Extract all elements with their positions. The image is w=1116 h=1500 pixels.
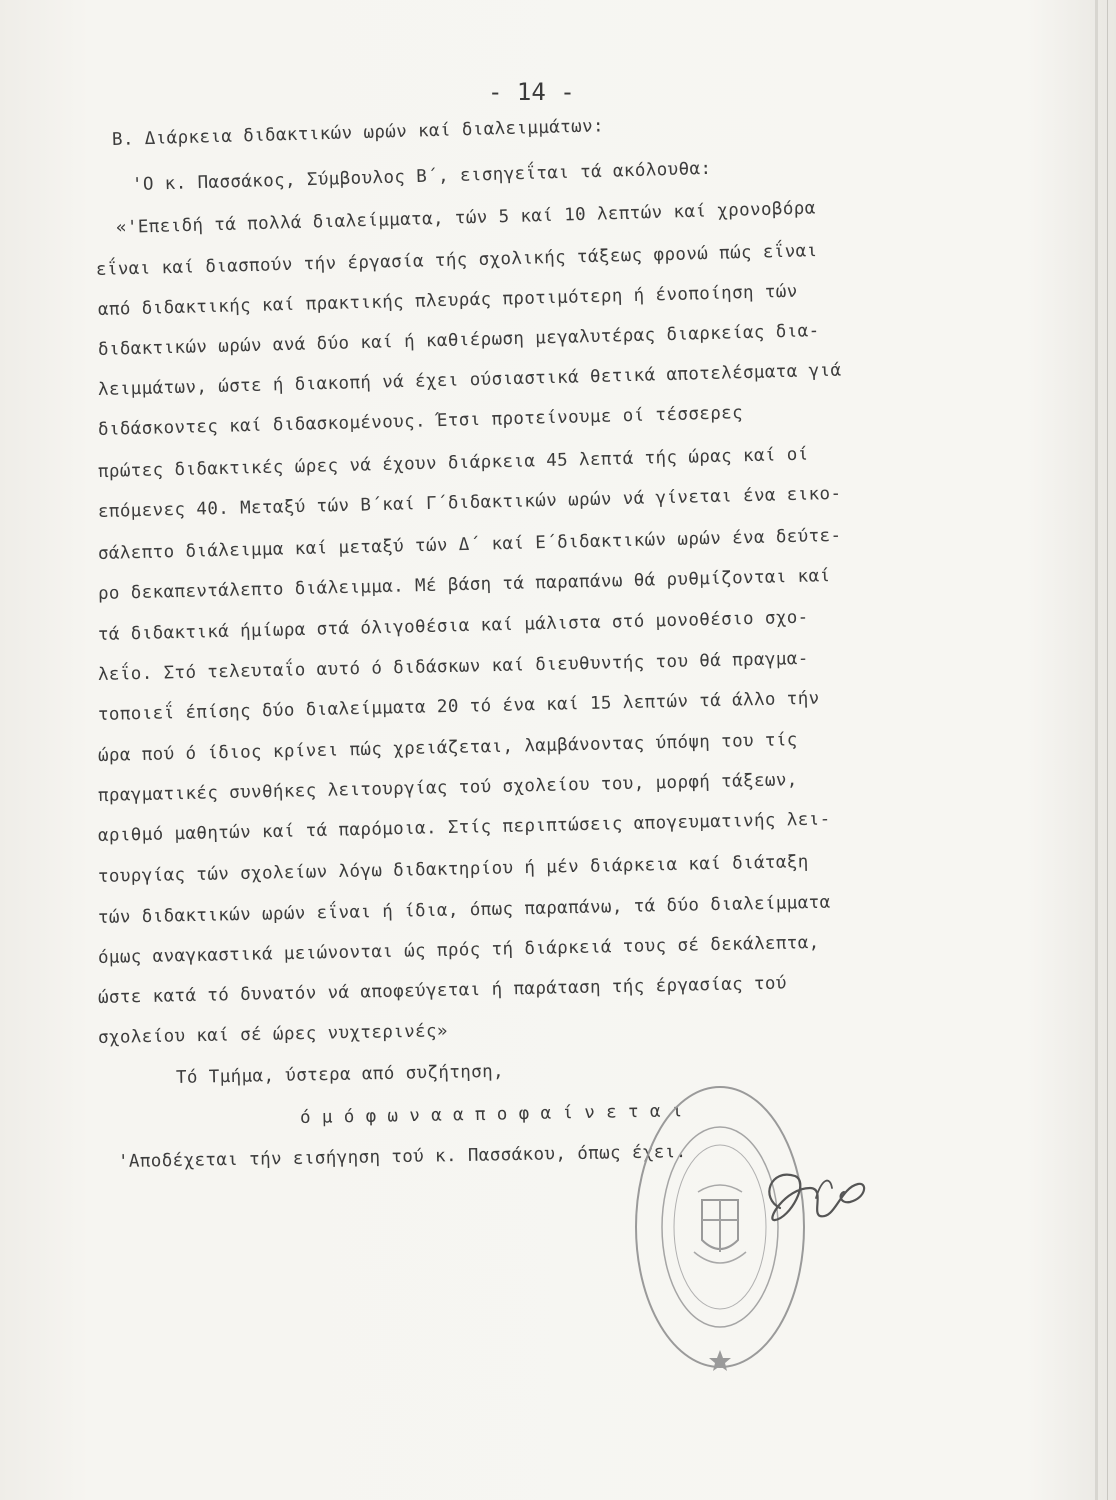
page-edge-line bbox=[1107, 0, 1108, 1500]
text-line: διδάσκοντες καί διδασκομένους. Έτσι προτείνουμε οί τέσσερες bbox=[97, 403, 744, 440]
page-number: - 14 - bbox=[488, 78, 575, 106]
text-line: ώστε κατά τό δυνατόν νά αποφεύγεται ή παράταση τής έργασίας τού bbox=[97, 973, 788, 1008]
text-line: επόμενες 40. Μεταξύ τών Β΄καί Γ΄διδακτικών ωρών νά γίνεται ένα εικο- bbox=[97, 483, 842, 522]
text-line: ρο δεκαπεντάλεπτο διάλειμμα. Μέ βάση τά παραπάνω θά ρυθμίζονται καί bbox=[97, 566, 831, 604]
text-line: «'Επειδή τά πολλά διαλείμματα, τών 5 καί 10 λεπτών καί χρονοβόρα bbox=[115, 198, 816, 238]
text-line: Τό Τμήμα, ύστερα από συζήτηση, bbox=[175, 1061, 505, 1088]
text-line: πρώτες διδακτικές ώρες νά έχουν διάρκεια 45 λεπτά τής ώρας καί οί bbox=[97, 444, 809, 482]
text-line: σχολείου καί σέ ώρες νυχτερινές» bbox=[97, 1021, 449, 1048]
text-line: τουργίας τών σχολείων λόγω διδακτηρίου ή μέν διάρκεια καί διάταξη bbox=[97, 852, 809, 887]
text-line: τών διδακτικών ωρών εΐναι ή ίδια, όπως παραπάνω, τά δύο διαλείμματα bbox=[97, 892, 831, 928]
text-line: 'Ο κ. Πασσάκος, Σύμβουλος Β΄, εισηγεΐται τά ακόλουθα: bbox=[131, 158, 712, 195]
text-line: ώρα πού ό ίδιος κρίνει πώς χρειάζεται, λαμβάνοντας ύπόψη του τίς bbox=[97, 730, 798, 766]
text-line: από διδακτικής καί πρακτικής πλευράς προτιμότερη ή ένοποίηση τών bbox=[97, 281, 798, 320]
text-line: αριθμό μαθητών καί τά παρόμοια. Στίς περιπτώσεις απογευματινής λει- bbox=[97, 809, 831, 846]
text-line: τά διδακτικά ήμίωρα στά όλιγοθέσια καί μάλιστα στό μονοθέσιο σχο- bbox=[97, 607, 809, 645]
decision-text: 'Αποδέχεται τήν εισήγηση τού κ. Πασσάκου, όπως έχει. bbox=[117, 1142, 687, 1172]
text-line: πραγματικές συνθήκες λειτουργίας τού σχολείου του, μορφή τάξεων, bbox=[97, 770, 798, 806]
decision-heading: ό μ ό φ ω ν α α π ο φ α ί ν ε τ α ι bbox=[299, 1101, 683, 1128]
handwritten-signature bbox=[740, 1158, 880, 1248]
text-line: όμως αναγκαστικά μειώνονται ώς πρός τή διάρκειά τους σέ δεκάλεπτα, bbox=[97, 932, 820, 968]
text-line: διδακτικών ωρών ανά δύο καί ή καθιέρωση μεγαλυτέρας διαρκείας δια- bbox=[97, 321, 820, 360]
text-line: σάλεπτο διάλειμμα καί μεταξύ τών Δ΄ καί Ε΄διδακτικών ωρών ένα δεύτε- bbox=[97, 525, 842, 564]
section-heading: Β. Διάρκεια διδακτικών ωρών καί διαλειμμάτων: bbox=[111, 116, 605, 150]
text-line: λειμμάτων, ώστε ή διακοπή νά έχει ούσιαστικά θετικά αποτελέσματα γιά bbox=[97, 360, 842, 400]
text-line: τοποιεΐ έπίσης δύο διαλείμματα 20 τό ένα καί 15 λεπτών τά άλλο τήν bbox=[97, 688, 820, 725]
text-line: λεΐο. Στό τελευταΐο αυτό ό διδάσκων καί διευθυντής του θά πραγμα- bbox=[97, 648, 809, 685]
page-edge-shadow bbox=[1095, 0, 1098, 1500]
text-line: εΐναι καί διασπούν τήν έργασία τής σχολικής τάξεως φρονώ πώς εΐναι bbox=[95, 241, 818, 280]
